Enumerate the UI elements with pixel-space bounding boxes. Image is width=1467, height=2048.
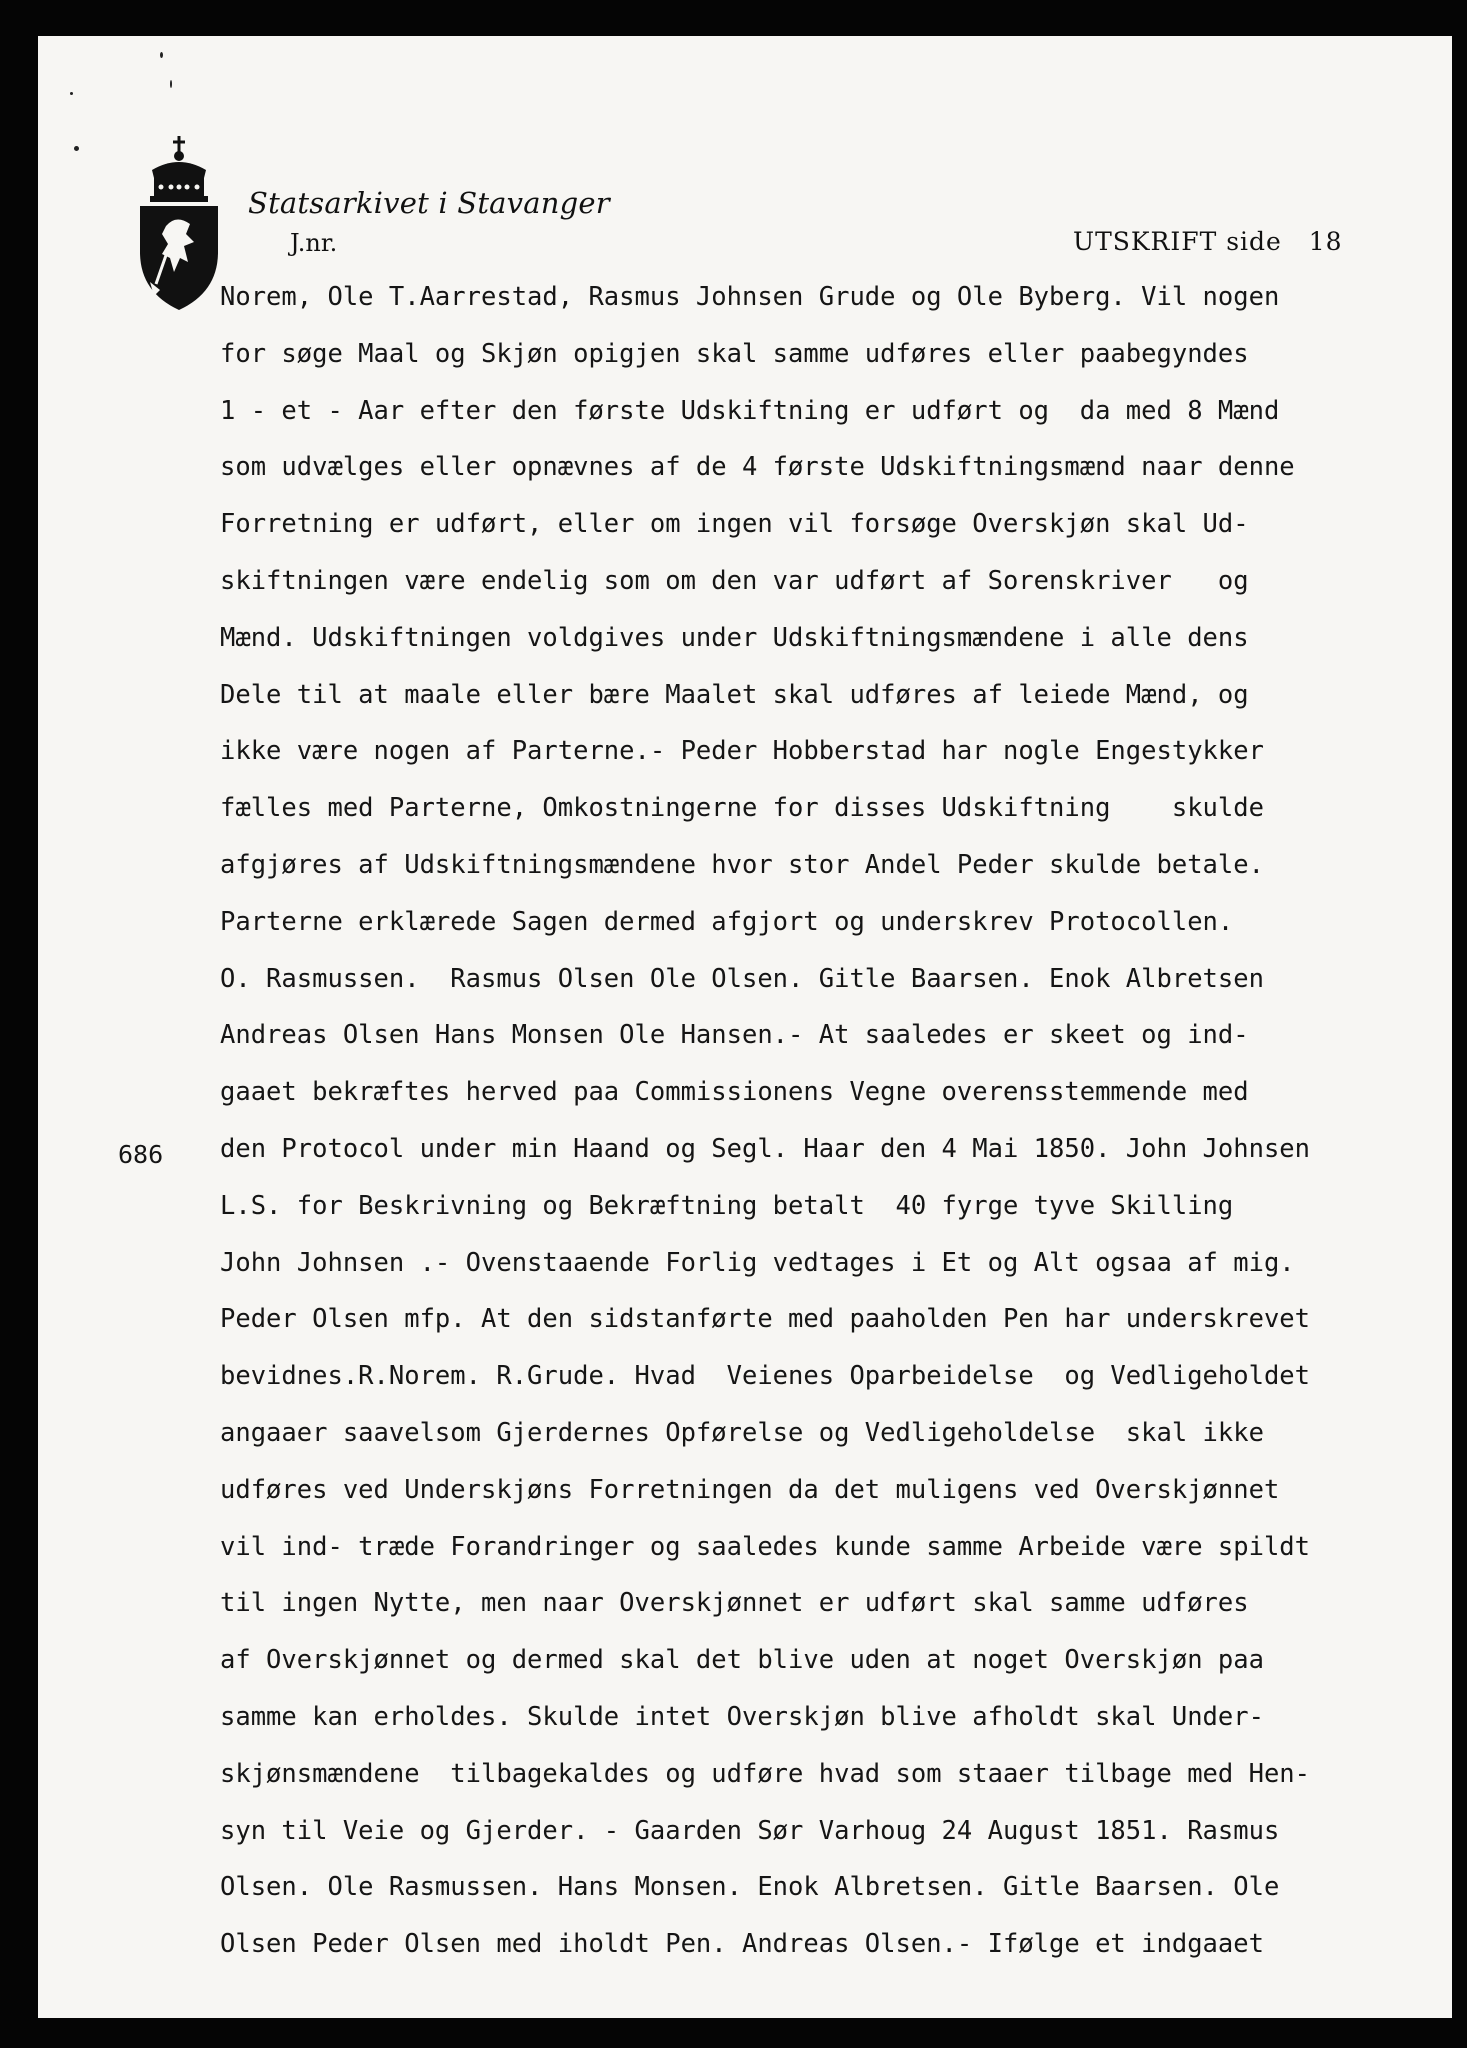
text-line: bevidnes.R.Norem. R.Grude. Hvad Veienes Oparbeidelse og Vedligeholdet <box>220 1361 1311 1392</box>
text-line: skjønsmændene tilbagekaldes og udføre hvad som staaer tilbage med Hen- <box>220 1758 1311 1789</box>
document-body <box>220 282 1460 1986</box>
ink-speck <box>70 92 73 95</box>
text-line: Parterne erklærede Sagen dermed afgjort og underskrev Protocollen. <box>220 906 1234 937</box>
text-line: ikke være nogen af Parterne.- Peder Hobberstad har nogle Engestykker <box>220 736 1264 767</box>
text-line: 1 - et - Aar efter den første Udskiftning er udført og da med 8 Mænd <box>220 395 1280 426</box>
text-line: vil ind- træde Forandringer og saaledes kunde samme Arbeide være spildt <box>220 1531 1311 1562</box>
text-line: Olsen. Ole Rasmussen. Hans Monsen. Enok Albretsen. Gitle Baarsen. Ole <box>220 1872 1280 1903</box>
text-line: syn til Veie og Gjerder. - Gaarden Sør Varhoug 24 August 1851. Rasmus <box>220 1815 1280 1846</box>
text-line: Dele til at maale eller bære Maalet skal udføres af leiede Mænd, og <box>220 679 1249 710</box>
text-line: angaaer saavelsom Gjerdernes Opførelse og Vedligeholdelse skal ikke <box>220 1417 1264 1448</box>
text-line: af Overskjønnet og dermed skal det blive uden at noget Overskjøn paa <box>220 1645 1264 1676</box>
text-line: Andreas Olsen Hans Monsen Ole Hansen.- At saaledes er skeet og ind- <box>220 1020 1249 1051</box>
text-line: fælles med Parterne, Omkostningerne for disses Udskiftning skulde <box>220 793 1264 824</box>
text-line: skiftningen være endelig som om den var udført af Sorenskriver og <box>220 565 1249 596</box>
text-line: Norem, Ole T.Aarrestad, Rasmus Johnsen Grude og Ole Byberg. Vil nogen <box>220 282 1280 312</box>
ink-speck <box>170 80 172 88</box>
ink-speck <box>160 52 163 58</box>
text-line: som udvælges eller opnævnes af de 4 første Udskiftningsmænd naar denne <box>220 452 1295 483</box>
text-line: Olsen Peder Olsen med iholdt Pen. Andreas Olsen.- Ifølge et indgaaet <box>220 1929 1264 1960</box>
text-line: John Johnsen .- Ovenstaaende Forlig vedtages i Et og Alt ogsaa af mig. <box>220 1247 1295 1278</box>
text-line: Mænd. Udskiftningen voldgives under Udskiftningsmændene i alle dens <box>220 622 1249 653</box>
coat-of-arms-icon <box>136 134 222 312</box>
text-line: den Protocol under min Haand og Segl. Haar den 4 Mai 1850. John Johnsen <box>220 1133 1311 1164</box>
margin-page-reference: 686 <box>118 1140 164 1169</box>
text-line: samme kan erholdes. Skulde intet Overskjøn blive afholdt skal Under- <box>220 1701 1264 1732</box>
text-line: til ingen Nytte, men naar Overskjønnet er udført skal samme udføres <box>220 1588 1249 1619</box>
journal-number-label: J.nr. <box>290 229 338 257</box>
text-line: afgjøres af Udskiftningsmændene hvor stor Andel Peder skulde betale. <box>220 849 1264 880</box>
text-line: Peder Olsen mfp. At den sidstanførte med paaholden Pen har underskrevet <box>220 1304 1311 1335</box>
utskrift-label: UTSKRIFT side <box>1073 227 1282 256</box>
document-page <box>38 36 1452 2018</box>
text-line: for søge Maal og Skjøn opigjen skal samme udføres eller paabegyndes <box>220 338 1249 369</box>
text-line: O. Rasmussen. Rasmus Olsen Ole Olsen. Gitle Baarsen. Enok Albretsen <box>220 963 1264 994</box>
text-line: udføres ved Underskjøns Forretningen da det muligens ved Overskjønnet <box>220 1474 1280 1505</box>
institution-name: Statsarkivet i Stavanger <box>248 186 610 220</box>
ink-speck <box>74 146 79 151</box>
page-header <box>1073 227 1343 256</box>
text-line: L.S. for Beskrivning og Bekræftning betalt 40 fyrge tyve Skilling <box>220 1190 1234 1221</box>
page-number: 18 <box>1308 227 1343 256</box>
text-line: gaaet bekræftes herved paa Commissionens Vegne overensstemmende med <box>220 1077 1249 1108</box>
text-line: Forretning er udført, eller om ingen vil forsøge Overskjøn skal Ud- <box>220 509 1249 540</box>
